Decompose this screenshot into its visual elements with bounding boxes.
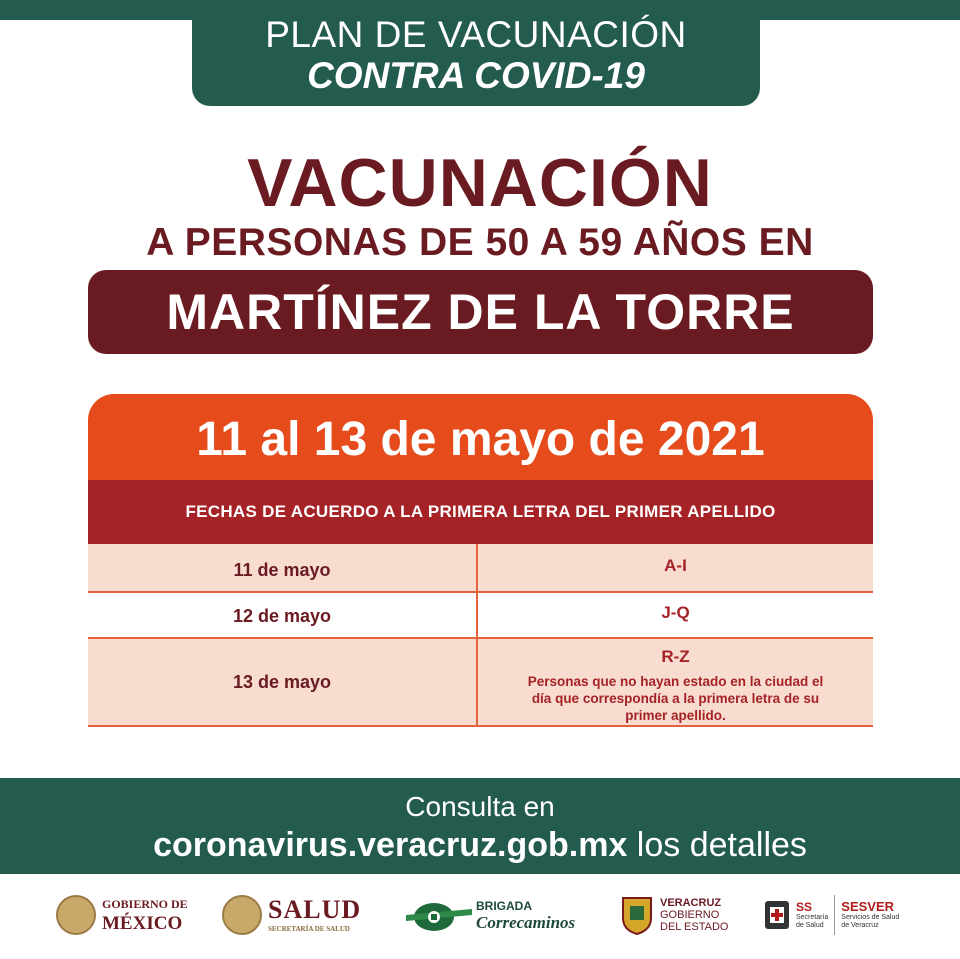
schedule-date: 13 de mayo: [88, 639, 478, 725]
details-text: los detalles: [627, 826, 807, 864]
sesver-emblem-icon: [762, 895, 792, 935]
gobierno-line-2: MÉXICO: [102, 913, 183, 934]
main-title: VACUNACIÓN: [247, 145, 713, 221]
brigada-correcaminos-logo: [404, 890, 575, 940]
schedule-row: [88, 544, 873, 591]
header-banner: [192, 0, 760, 106]
schedule-cell: [478, 639, 873, 725]
mexico-seal-icon: [56, 895, 96, 935]
gobierno-line-1: GOBIERNO DE: [102, 897, 188, 911]
sesver-label: SESVER: [841, 899, 895, 914]
header-line-1: PLAN DE VACUNACIÓN: [265, 14, 687, 55]
schedule-row: [88, 593, 873, 637]
correcaminos-icon: [404, 895, 474, 935]
gobierno-mexico-logo: [56, 890, 188, 940]
subtitle: [0, 220, 960, 266]
sesver-sub-1: Servicios de Salud: [841, 914, 900, 921]
brigada-line-1: BRIGADA: [476, 898, 532, 913]
website-link[interactable]: coronavirus.veracruz.gob.mx: [153, 826, 628, 864]
salud-seal-icon: [222, 895, 262, 935]
logo-strip: [0, 884, 960, 950]
date-range-header: 11 al 13 de mayo de 2021: [88, 394, 873, 480]
veracruz-line-1: VERACRUZ: [660, 897, 722, 909]
city-banner: MARTÍNEZ DE LA TORRE: [88, 270, 873, 354]
consulta-text: Consulta en: [405, 791, 555, 822]
veracruz-line-2: GOBIERNO: [660, 909, 720, 921]
ss-label: SS: [796, 899, 813, 914]
ss-sesver-logo: [762, 890, 899, 940]
age-range: 50 A 59 AÑOS: [485, 221, 748, 264]
salud-subtitle: SECRETARÍA DE SALUD: [268, 925, 350, 933]
schedule-note: Personas que no hayan estado en la ciudad el día que correspondía a la primera letra de su primer apellido.: [527, 674, 824, 723]
row-divider: [88, 725, 873, 727]
schedule-row: [88, 639, 873, 725]
veracruz-line-3: DEL ESTADO: [660, 921, 729, 933]
schedule-letters: A-I: [664, 556, 687, 575]
salud-title: SALUD: [268, 895, 362, 924]
schedule-date: 11 de mayo: [88, 544, 478, 591]
header-line-2: CONTRA COVID-19: [307, 55, 645, 96]
salud-logo: [222, 890, 361, 940]
subtitle-part-2: EN: [747, 221, 814, 264]
veracruz-logo: [620, 890, 728, 940]
logo-divider: [834, 895, 835, 935]
footer-band: [0, 778, 960, 874]
schedule-letters: J-Q: [661, 603, 690, 622]
ss-sub-2: de Salud: [796, 921, 824, 929]
sesver-sub-2: de Veracruz: [841, 922, 879, 929]
veracruz-shield-icon: [620, 894, 654, 936]
schedule-header: FECHAS DE ACUERDO A LA PRIMERA LETRA DEL PRIMER APELLIDO: [88, 480, 873, 544]
ss-sub-1: Secretaría: [796, 913, 829, 921]
subtitle-part-1: A PERSONAS DE: [146, 221, 486, 264]
brigada-line-2: Correcaminos: [476, 912, 576, 932]
url-line: [0, 824, 960, 866]
schedule-date: 12 de mayo: [88, 593, 478, 637]
schedule-letters: R-Z: [661, 647, 690, 666]
